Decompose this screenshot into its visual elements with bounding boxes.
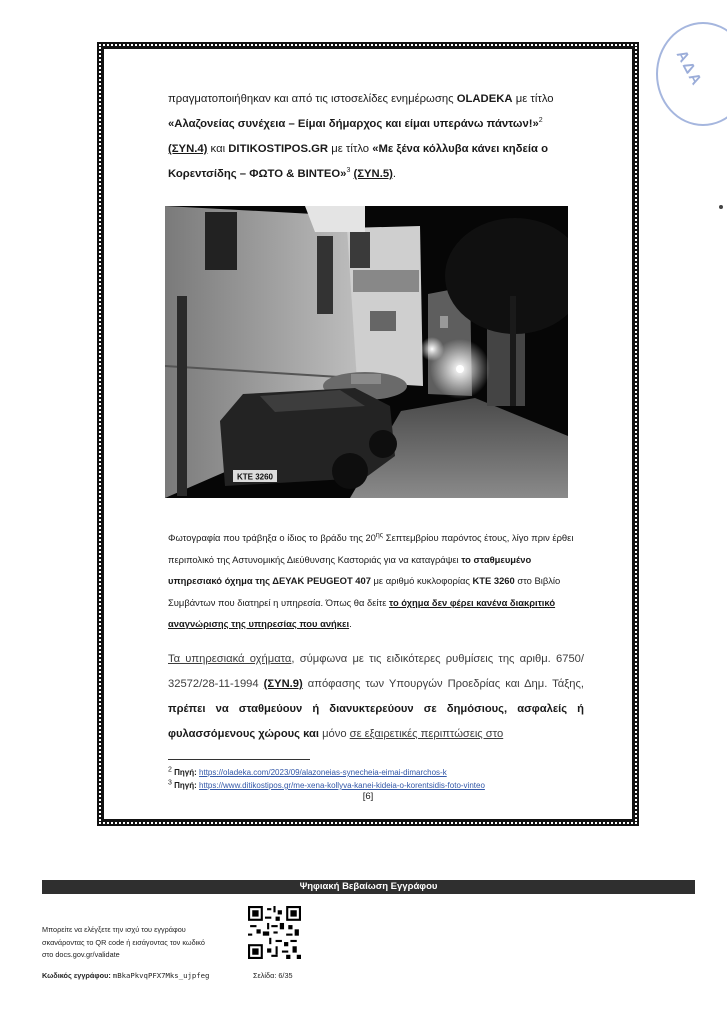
para-lead: Τα υπηρεσιακά οχήματα — [168, 653, 292, 665]
verify-line: σκανάροντας το QR code ή εισάγοντας τον κωδικό — [42, 937, 205, 947]
footnote-label: Πηγή: — [171, 768, 200, 777]
para-emphasis: πρέπει να σταθμεύουν ή διανυκτερεύουν σε δημόσιους, ασφαλείς ή φυλασσόμενους χώρους και — [168, 703, 584, 740]
verify-instructions — [42, 924, 242, 962]
verify-line: Μπορείτε να ελέγξετε την ισχύ του εγγράφου — [42, 925, 186, 934]
body-paragraph — [168, 647, 584, 747]
caption-text: στο Βιβλίο Συμβάντων που διατηρεί η υπηρεσία. Όπως θα δείτε — [168, 575, 561, 608]
verify-line: στο docs.gov.gr/validate — [42, 950, 120, 959]
source-ditikostipos: DITIKOSTIPOS.GR — [228, 143, 329, 155]
caption-text: με αριθμό κυκλοφορίας — [370, 575, 473, 586]
para-text: , σύμφωνα με τις ειδικότερες ρυθμίσεις της αριθμ. 6750/ 32572/28-11-1994 — [168, 653, 584, 690]
digital-certification-banner: Ψηφιακή Βεβαίωση Εγγράφου — [42, 880, 695, 894]
page-label: Σελίδα: — [253, 971, 277, 980]
caption-plate: ΚΤΕ 3260 — [472, 575, 515, 586]
caption-text: Σεπτεμβρίου παρόντος έτους, λίγο πριν έρθει περιπολικό της Αστυνομικής Διεύθυνσης Καστοριάς για να καταγράψει — [168, 532, 574, 565]
para-text: απόφασης των Υπουργών Προεδρίας και Δημ. Τάξης, — [302, 678, 584, 690]
intro-line-2 — [168, 112, 582, 137]
page-number: [6] — [362, 791, 374, 802]
scan-speck — [719, 205, 723, 209]
footnote-link[interactable]: https://www.ditikostipos.gr/me-xena-kollyva-kanei-kideia-o-korentsidis-foto-vinteo — [199, 781, 485, 790]
page-value: 6/35 — [278, 971, 293, 980]
annex-ref-5[interactable]: (ΣΥΝ.5) — [353, 168, 393, 180]
article-title-1: «Αλαζονείας συνέχεια – Είμαι δήμαρχος και είμαι υπεράνω πάντων!» — [168, 118, 539, 130]
ada-stamp — [656, 22, 727, 126]
license-plate: ΚΤΕ 3260 — [236, 472, 274, 482]
document-code — [42, 971, 209, 980]
caption-vehicle: το σταθμευμένο υπηρεσιακό όχημα της ΔΕΥΑΚ PEUGEOT 407 — [168, 553, 532, 586]
intro-line-1 — [168, 87, 582, 112]
code-label: Κωδικός εγγράφου: — [42, 971, 111, 980]
para-underlined: σε εξαιρετικές περιπτώσεις στο — [349, 728, 504, 740]
annex-ref-4[interactable]: (ΣΥΝ.4) — [168, 143, 208, 155]
footnotes — [168, 766, 588, 792]
intro-line-3 — [168, 137, 582, 187]
footnote-ref[interactable]: 2 — [538, 117, 543, 125]
intro-text: και — [207, 143, 229, 155]
photo-caption — [168, 527, 586, 635]
intro-text: πραγματοποιήθηκαν και από τις ιστοσελίδες ενημέρωσης — [168, 93, 457, 105]
page-info — [253, 971, 293, 980]
para-text: μόνο — [318, 728, 350, 740]
photo-scene — [165, 206, 568, 498]
intro-text: . — [392, 168, 397, 180]
intro-paragraph — [168, 87, 582, 187]
annex-ref-9[interactable]: (ΣΥΝ.9) — [263, 678, 303, 690]
source-oladeka: OLADEKA — [456, 93, 513, 105]
intro-text: με τίτλο — [512, 93, 554, 105]
footnote-divider — [168, 759, 310, 760]
code-value: mBkaPkvqPFX7Mks_ujpfeg — [112, 971, 210, 980]
footnote-link[interactable]: https://oladeka.com/2023/09/alazoneias-synecheia-eimai-dimarchos-k — [199, 768, 447, 777]
caption-emphasis: το όχημα δεν φέρει κανένα διακριτικό αναγνώρισης της υπηρεσίας που ανήκει — [168, 596, 556, 629]
intro-text: με τίτλο — [328, 143, 373, 155]
caption-text: . — [349, 618, 352, 629]
document-frame — [97, 42, 639, 826]
ordinal-suffix: ης — [375, 531, 384, 539]
qr-code[interactable] — [248, 906, 301, 959]
footnote-number: 2 — [168, 766, 172, 774]
caption-text: Φωτογραφία που τράβηξα ο ίδιος το βράδυ της 20 — [168, 532, 376, 543]
night-street-photo — [165, 206, 568, 498]
footnote-2 — [168, 766, 588, 779]
stamp-text: ΑΔΑ — [672, 47, 706, 90]
article-title-2: «Με ξένα κόλλυβα κάνει κηδεία ο Κορεντσίδης – ΦΩΤΟ & ΒΙΝΤΕΟ» — [168, 143, 549, 180]
footnote-ref[interactable]: 3 — [346, 167, 351, 175]
footnote-number: 3 — [168, 779, 172, 787]
document-page — [104, 49, 632, 819]
footnote-label: Πηγή: — [171, 781, 200, 790]
